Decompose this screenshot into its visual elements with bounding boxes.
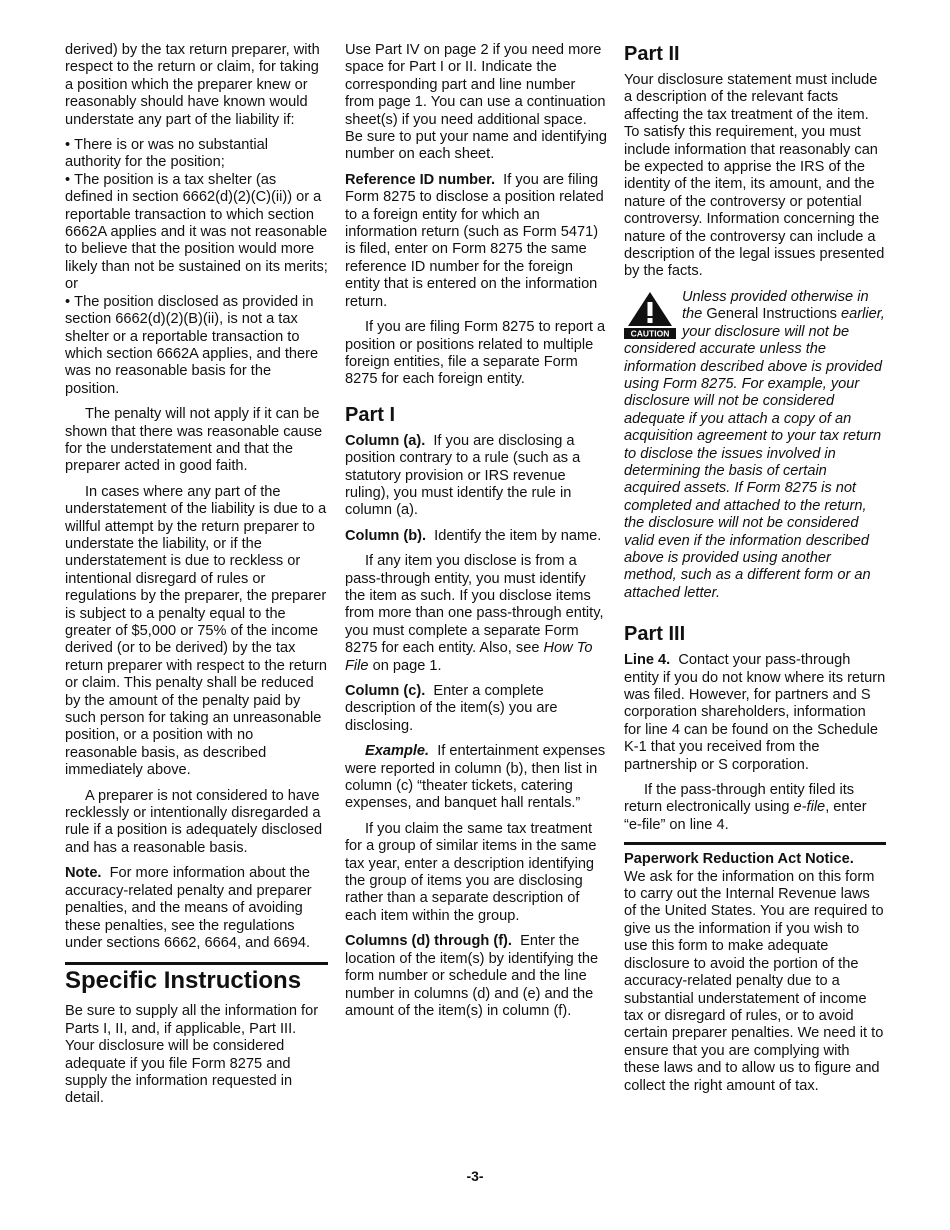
paragraph: Your disclosure statement must include a description of the relevant facts affecting the tax treatment of the item. To satisfy this requirement, you must include information that reasonably can be expected to apprise the IRS of the identity of the item, its amount, and the nature of the controversy or potential controversy. Information concerning the nature of the controversy can include a description of the legal issues presented by the facts. [624, 72, 885, 280]
page-number: -3- [466, 1168, 484, 1184]
paragraph: If you claim the same tax treatment for a group of similar items in the same tax year, enter a description identifying the group of items you are disclosing rather than a separate description of each item within the group. [345, 820, 597, 924]
reference-id-paragraph [345, 172, 608, 311]
column-b-paragraph [345, 528, 608, 545]
bullet-item: • The position is a tax shelter (as defined in section 6662(d)(2)(C)(ii)) or a reportable transaction to which section 6662A applies and it was not reasonable to believe that the position would more likely than not be sustained on its merits; or [65, 172, 328, 294]
line-4-label: Line 4. [624, 652, 671, 669]
line-4-text: Contact your pass-through entity if you do not know where its return was filed. However, for partners and S corporation shareholders, information for line 4 can be found on the Schedule K-1 that you received from the partnership or S corporation. [624, 652, 886, 773]
columns-d-f-paragraph [345, 933, 608, 1020]
paragraph: In cases where any part of the understatement of the liability is due to a willful attempt by the return preparer to understate the liability, or if the understatement is due to reckless or intentional disregard of rules or regulations by the preparer, the preparer is subject to a penalty equal to the greater of $5,000 or 75% of the income derived (or to be derived) by the tax return preparer with respect to the return or claim. This penalty shall be reduced by the amount of the penalty paid by such person for taking an unreasonable position, or a position with no reasonable basis, as described immediately above. [65, 483, 328, 779]
note-text: For more information about the accuracy-related penalty and preparer penalties, and the means of avoiding these penalties, see the regulations under sections 6662, 6664, and 6694. [65, 865, 312, 951]
paperwork-text: We ask for the information on this form to carry out the Internal Revenue laws of the United States. You are required to give us the information if you wish to use this form to make adequate disclosure to avoid the portion of the accuracy-related penalty due to a substantial understatement of income tax or disregard of rules, or to avoid certain preparer penalties. We need it to ensure that you are complying with these laws and to allow us to figure and collect the right amount of tax. [624, 868, 884, 1094]
caution-text: earlier, your disclosure will not be considered accurate unless the information described above is provided using Form 8275. For example, your disclosure will not be considered adequate if you attach a copy of an acquisition agreement to your tax return to disclose the issues involved in determining the basis of certain acquired assets. If Form 8275 is not completed and attached to the return, the disclosure will not be considered valid even if the information described above is provided using another method, such as a different form or an attached letter. [624, 306, 885, 601]
column-a-text: If you are disclosing a position contrary to a rule (such as a statutory provision or IRS revenue ruling), you must identify the rule in column (a). [345, 432, 581, 519]
paragraph: Use Part IV on page 2 if you need more space for Part I or II. Indicate the corresponding part and line number from page 1. You can use a continuation sheet(s) if you need additional space. Be sure to put your name and identifying number on each sheet. [345, 42, 608, 163]
part-iii-heading: Part III [624, 623, 686, 646]
section-rule [624, 842, 886, 1095]
note-paragraph [65, 865, 328, 952]
paragraph: derived) by the tax return preparer, with respect to the return or claim, for taking a position which the preparer knew or reasonably should have known would understate any part of the liability if: [65, 42, 320, 128]
caution-paragraph [624, 289, 886, 602]
paragraph: If you are filing Form 8275 to report a position or positions related to multiple foreign entities, file a separate Form 8275 for each foreign entity. [345, 319, 606, 388]
general-instructions-reference: General Instructions [706, 306, 837, 323]
bullet-item: • There is or was no substantial authority for the position; [65, 137, 328, 172]
column-b-label: Column (b). [345, 527, 427, 544]
column-a-label: Column (a). [345, 432, 426, 449]
reference-id-text: If you are filing Form 8275 to disclose a position related to a foreign entity for which an information return (such as Form 5471) is filed, enter on Form 8275 the same reference ID number for the foreign entity that is entered on the information return. [345, 171, 604, 310]
column-a-paragraph [345, 433, 608, 520]
example-paragraph [345, 743, 608, 813]
columns-d-f-text: Enter the location of the item(s) by identifying the form number or schedule and the line number in columns (d) and (e) and the amount of the item(s) in column (f). [345, 933, 599, 1019]
caution-label: CAUTION [630, 328, 670, 339]
part-i-heading: Part I [345, 403, 396, 426]
note-label: Note. [65, 865, 102, 882]
paragraph-text: If the pass-through entity filed its return electronically using [624, 782, 855, 816]
paragraph [624, 782, 886, 834]
paragraph-text: on page 1. [372, 657, 442, 674]
column-c-label: Column (c). [345, 683, 426, 699]
paragraph: A preparer is not considered to have recklessly or intentionally disregarded a rule if a position is adequately disclosed and has a reasonable basis. [65, 787, 323, 856]
caution-icon [624, 290, 676, 340]
paragraph-text: , enter “e-file” on line 4. [624, 799, 867, 833]
how-to-file-reference: How To File [345, 640, 593, 674]
line-4-paragraph [624, 652, 886, 774]
column-right [624, 42, 886, 1103]
caution-text: Unless provided otherwise in the [682, 288, 869, 323]
e-file-term: e-file [793, 799, 826, 816]
column-b-text: Identify the item by name. [434, 527, 602, 544]
section-rule [65, 962, 328, 995]
part-ii-heading: Part II [624, 43, 680, 65]
paragraph-text: If any item you disclose is from a pass-through entity, you must identify the item as such. If you disclose items from more than one pass-through entity, you must complete a separate Form 8275 for each entity. Also, see [345, 553, 604, 657]
column-left [65, 42, 328, 1116]
bullet-item: • The position disclosed as provided in section 6662(d)(2)(B)(ii), is not a tax shelter or a reportable transaction to which section 6662A applies, and there was no reasonable basis for the position. [65, 294, 328, 398]
columns-d-f-label: Columns (d) through (f). [345, 933, 512, 950]
specific-instructions-heading: Specific Instructions [65, 967, 302, 995]
reference-id-label: Reference ID number. [345, 171, 496, 188]
example-label: Example. [365, 743, 430, 760]
column-middle [345, 42, 608, 1028]
column-c-paragraph [345, 683, 608, 735]
paperwork-heading [624, 851, 886, 868]
paperwork-heading-text: Paperwork Reduction Act Notice. [624, 851, 854, 868]
column-c-text: Enter a complete description of the item(s) you are disclosing. [345, 683, 558, 734]
paragraph [345, 553, 608, 675]
paragraph: The penalty will not apply if it can be shown that there was reasonable cause for the understatement and that the preparer acted in good faith. [65, 406, 323, 475]
paragraph: Be sure to supply all the information for Parts I, II, and, if applicable, Part III. Your disclosure will be considered adequate if you file Form 8275 and supply the information requested in detail. [65, 1003, 319, 1107]
example-text: If entertainment expenses were reported in column (b), then list in column (c) “theater tickets, catering expenses, and banquet hall rentals.” [345, 743, 606, 812]
